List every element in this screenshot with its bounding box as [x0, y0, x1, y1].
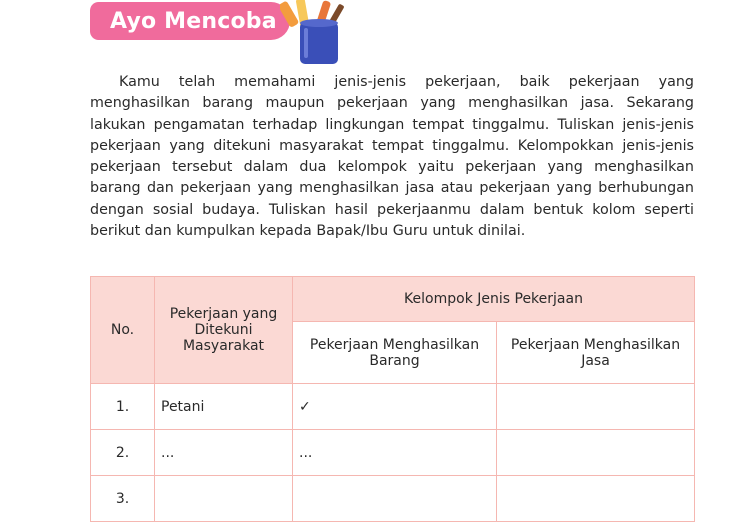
cell-goods — [293, 476, 497, 522]
cell-job — [155, 476, 293, 522]
table-row — [91, 476, 695, 522]
cell-job: ... — [155, 430, 293, 476]
cell-services — [497, 476, 695, 522]
table-row — [91, 384, 695, 430]
pencil-jar-icon — [280, 0, 354, 66]
cell-goods: ✓ — [293, 384, 497, 430]
job-table-container — [90, 276, 694, 522]
cell-services — [497, 384, 695, 430]
cell-no: 2. — [91, 430, 155, 476]
cell-no: 3. — [91, 476, 155, 522]
header-job: Pekerjaan yang Ditekuni Masyarakat — [155, 277, 293, 384]
header-group: Kelompok Jenis Pekerjaan — [293, 277, 695, 322]
header-services: Pekerjaan Menghasilkan Jasa — [497, 322, 695, 384]
cell-job: Petani — [155, 384, 293, 430]
cell-goods: ... — [293, 430, 497, 476]
table-row — [91, 430, 695, 476]
section-title: Ayo Mencoba — [110, 8, 277, 34]
table-header-row — [91, 277, 695, 322]
cell-services — [497, 430, 695, 476]
job-classification-table — [90, 276, 695, 522]
instruction-paragraph: Kamu telah memahami jenis-jenis pekerjaan, baik pekerjaan yang menghasilkan barang maupun pekerjaan yang menghasilkan jasa. Sekarang lakukan pengamatan terhadap lingkungan tempat tinggalmu. Tuliskan jenis-jenis pekerjaan yang ditekuni masyarakat tempat tinggalmu. Kelompokkan jenis-jenis pekerjaan tersebut dalam dua kelompok yaitu pekerjaan yang menghasilkan barang dan pekerjaan yang menghasilkan jasa atau pekerjaan yang berhubungan dengan sosial budaya. Tuliskan hasil pekerjaanmu dalam bentuk kolom seperti berikut dan kumpulkan kepada Bapak/Ibu Guru untuk dinilai. — [90, 74, 694, 240]
cell-no: 1. — [91, 384, 155, 430]
header-no: No. — [91, 277, 155, 384]
header-goods: Pekerjaan Menghasilkan Barang — [293, 322, 497, 384]
section-banner — [90, 2, 290, 40]
